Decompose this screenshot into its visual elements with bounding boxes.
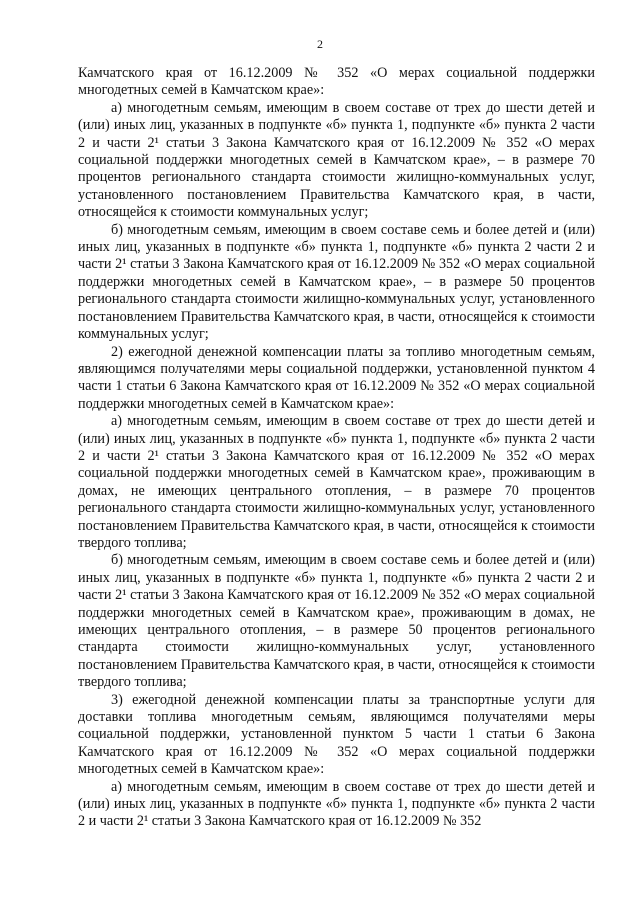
paragraph: а) многодетным семьям, имеющим в своем составе от трех до шести детей и (или) иных лиц, указанных в подпункте «б» пункта 1, подпункте «б» пункта 2 части 2 и части 2¹ статьи 3 Закона Камчатского края от 16.12.2009 № 352 [78, 778, 595, 830]
document-body [78, 65, 595, 831]
page-number: 2 [317, 37, 323, 51]
paragraph: а) многодетным семьям, имеющим в своем составе от трех до шести детей и (или) иных лиц, указанных в подпункте «б» пункта 1, подпункте «б» пункта 2 части 2 и части 2¹ статьи 3 Закона Камчатского края от 16.12.2009 № 352 «О мерах социальной поддержки многодетных семей в Камчатском крае», проживающим в домах, не имеющих центрального отопления, – в размере 70 процентов регионального стандарта стоимости жилищно-коммунальных услуг, установленного постановлением Правительства Камчатского края, в части, относящейся к стоимости твердого топлива; [78, 413, 595, 551]
paragraph: б) многодетным семьям, имеющим в своем составе семь и более детей и (или) иных лиц, указанных в подпункте «б» пункта 1, подпункте «б» пункта 2 части 2 и части 2¹ статьи 3 Закона Камчатского края от 16.12.2009 № 352 «О мерах социальной поддержки многодетных семей в Камчатском крае», проживающим в домах, не имеющих центрального отопления, – в размере 50 процентов регионального стандарта стоимости жилищно-коммунальных услуг, установленного постановлением Правительства Камчатского края, в части, относящейся к стоимости твердого топлива; [78, 552, 595, 691]
paragraph: а) многодетным семьям, имеющим в своем составе от трех до шести детей и (или) иных лиц, указанных в подпункте «б» пункта 1, подпункте «б» пункта 2 части 2 и части 2¹ статьи 3 Закона Камчатского края от 16.12.2009 № 352 «О мерах социальной поддержки многодетных семей в Камчатском крае», – в размере 70 процентов регионального стандарта стоимости жилищно-коммунальных услуг, установленного постановлением Правительства Камчатского края, в части, относящейся к стоимости коммунальных услуг; [78, 99, 595, 221]
paragraph: Камчатского края от 16.12.2009 № 352 «О мерах социальной поддержки многодетных семей в Камчатском крае»: [78, 65, 595, 99]
paragraph: 3) ежегодной денежной компенсации платы за транспортные услуги для доставки топлива многодетным семьям, являющимся получателями меры социальной поддержки, установленной пунктом 5 части 1 статьи 6 Закона Камчатского края от 16.12.2009 № 352 «О мерах социальной поддержки многодетных семей в Камчатском крае»: [78, 691, 595, 778]
paragraph: 2) ежегодной денежной компенсации платы за топливо многодетным семьям, являющимся получателями меры социальной поддержки, установленной пунктом 4 части 1 статьи 6 Закона Камчатского края от 16.12.2009 № 352 «О мерах социальной поддержки многодетных семей в Камчатском крае»: [78, 343, 595, 412]
paragraph: б) многодетным семьям, имеющим в своем составе семь и более детей и (или) иных лиц, указанных в подпункте «б» пункта 1, подпункте «б» пункта 2 части 2 и части 2¹ статьи 3 Закона Камчатского края от 16.12.2009 № 352 «О мерах социальной поддержки многодетных семей в Камчатском крае», – в размере 50 процентов регионального стандарта стоимости жилищно-коммунальных услуг, установленного постановлением Правительства Камчатского края, в части, относящейся к стоимости коммунальных услуг; [78, 221, 595, 343]
